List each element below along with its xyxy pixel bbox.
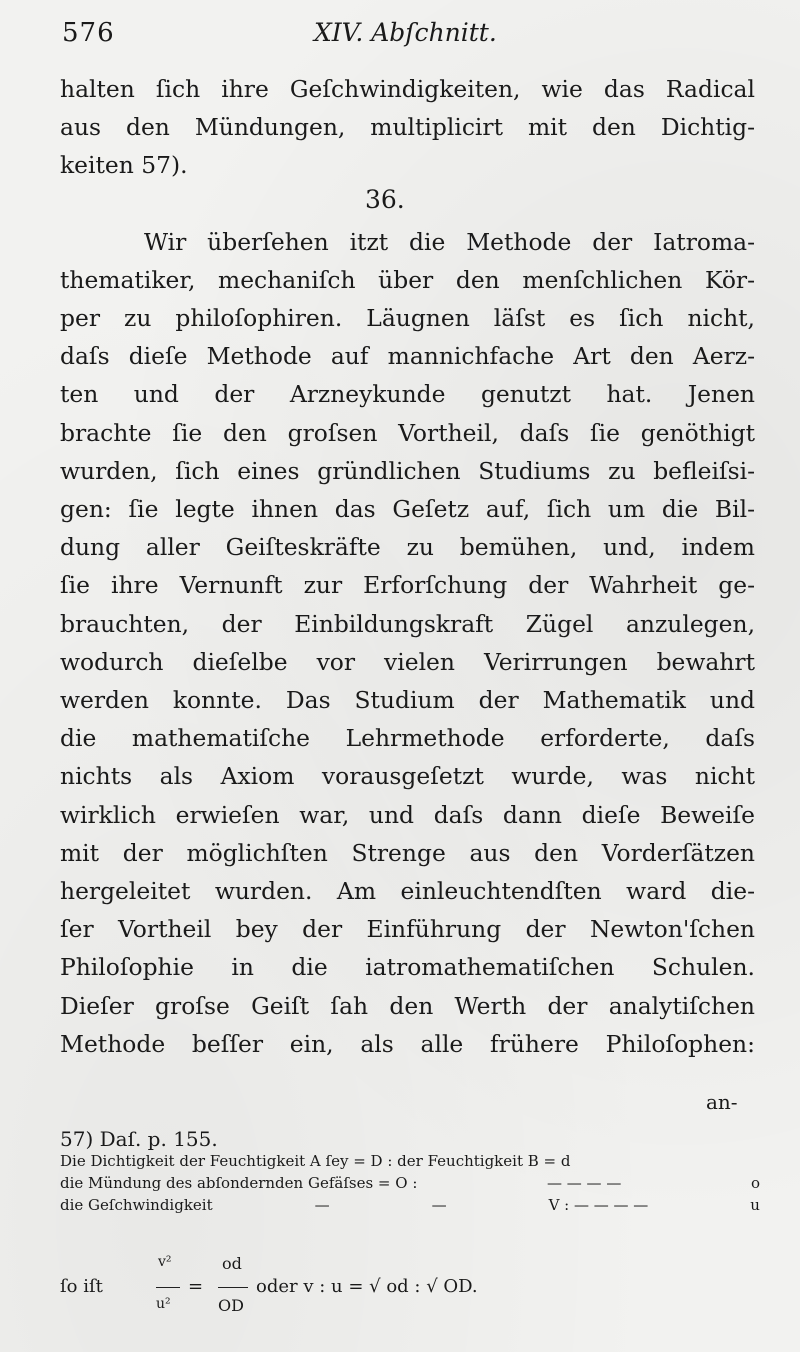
formula-rest: oder v : u = √ od : √ OD. [256, 1276, 478, 1297]
footnote-text: o [750, 1174, 760, 1192]
formula [60, 1252, 760, 1322]
formula-equals: = [188, 1276, 204, 1297]
running-head: XIV. Abſchnitt. [314, 18, 497, 47]
formula-lead: ſo iſt [60, 1276, 103, 1297]
paragraph-2 [60, 223, 755, 1063]
text-line: halten ſich ihre Geſchwindigkeiten, wie das Radical [60, 75, 755, 103]
fraction-bar [156, 1287, 180, 1288]
text-line: Methode beſſer ein, als alle frühere Philoſophen: [60, 1029, 755, 1058]
footnote-text: V : — — — — [548, 1196, 649, 1214]
footnote-dashes: — — — — [547, 1174, 622, 1192]
text-line: wurden, ſich eines gründlichen Studiums zu befleiſsi- [60, 456, 755, 485]
text-line: Wir überſehen itzt die Methode der Iatroma- [144, 227, 755, 256]
text-line: ſer Vortheil bey der Einführung der Newton'ſchen [60, 915, 755, 944]
text-line: brauchten, der Einbildungskraft Zügel anzulegen, [60, 609, 755, 638]
formula-denominator: u² [156, 1296, 171, 1312]
footnote-reference: 57) Daſ. p. 155. [60, 1127, 218, 1151]
text-line: Dieſer groſse Geiſt ſah den Werth der analytiſchen [60, 991, 755, 1020]
text-line: die mathematiſche Lehrmethode erforderte, daſs [60, 724, 755, 753]
text-line: nichts als Axiom vorausgeſetzt wurde, was nicht [60, 762, 755, 791]
formula-denominator: OD [218, 1296, 244, 1315]
body-text [60, 70, 755, 1063]
text-line: thematiker, mechaniſch über den menſchlichen Kör- [60, 265, 755, 294]
text-line: per zu philoſophiren. Läugnen läſst es ſich nicht, [60, 304, 755, 333]
text-line: wodurch dieſelbe vor vielen Verirrungen bewahrt [60, 647, 755, 676]
text-line: brachte ſie den groſsen Vortheil, daſs ſie genöthigt [60, 418, 755, 447]
page-number: 576 [62, 18, 115, 48]
footnote-text: die Geſchwindigkeit [60, 1196, 213, 1214]
text-line: wirklich erwieſen war, und daſs dann dieſe Beweiſe [60, 800, 755, 829]
footnote-line [60, 1150, 760, 1172]
text-line: ſie ihre Vernunft zur Erforſchung der Wahrheit ge- [60, 571, 755, 600]
text-line: gen: ſie legte ihnen das Geſetz auf, ſich um die Bil- [60, 495, 755, 524]
text-line: mit der möglichſten Strenge aus den Vorderſätzen [60, 838, 755, 867]
footnote-text: Die Dichtigkeit der Feuchtigkeit A ſey = D : der Feuchtigkeit B = d [60, 1152, 571, 1170]
formula-numerator: od [222, 1254, 242, 1273]
fraction-bar [218, 1287, 248, 1288]
text-line: Philoſophie in die iatromathematiſchen Schulen. [60, 953, 755, 982]
footnote-dashes: — [431, 1196, 447, 1214]
section-gap [60, 185, 755, 223]
page-header [62, 14, 760, 54]
footnote-line [60, 1194, 760, 1216]
text-line: aus den Mündungen, multiplicirt mit den Dichtig- [60, 113, 755, 142]
footnote-dashes: — [314, 1196, 330, 1214]
text-line: daſs dieſe Methode auf mannichfache Art den Aerz- [60, 342, 755, 371]
text-line: hergeleitet wurden. Am einleuchtendſten ward die- [60, 877, 755, 906]
paragraph-1 [60, 70, 755, 185]
formula-numerator: v² [158, 1254, 172, 1270]
section-number: 36. [365, 185, 405, 214]
text-line: dung aller Geiſteskräfte zu bemühen, und, indem [60, 533, 755, 562]
footnote-text: die Mündung des abſondernden Gefäſses = O : [60, 1174, 418, 1192]
footnote-text: u [750, 1196, 760, 1214]
catchword: an- [706, 1090, 738, 1114]
text-line: keiten 57). [60, 151, 188, 180]
footnote-line [60, 1172, 760, 1194]
footnote [60, 1128, 760, 1216]
text-line: werden konnte. Das Studium der Mathematik und [60, 686, 755, 715]
text-line: ten und der Arzneykunde genutzt hat. Jenen [60, 380, 755, 409]
